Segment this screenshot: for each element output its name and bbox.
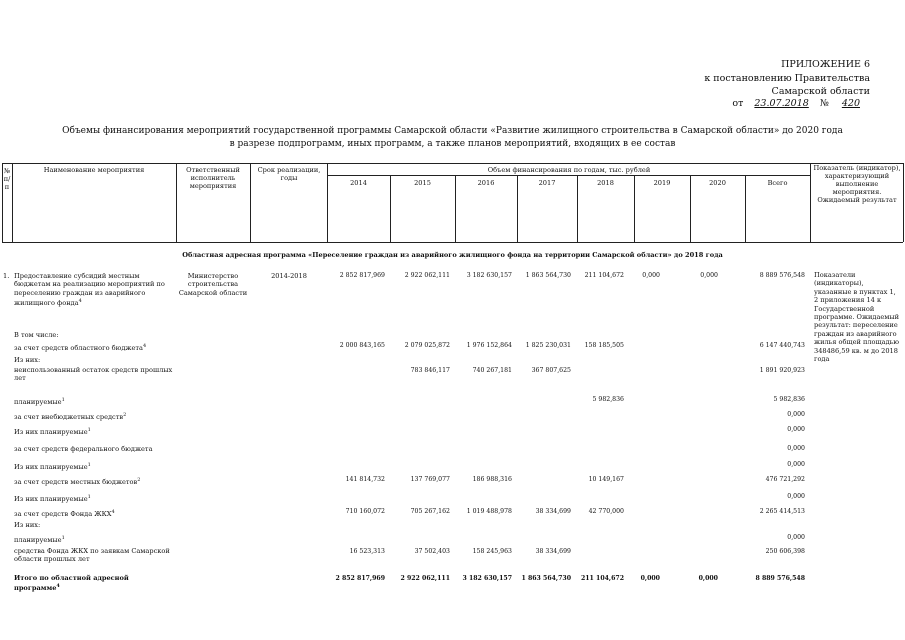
row-value-1: 783 846,117 (410, 367, 450, 374)
row-value-2: 186 988,316 (472, 476, 512, 483)
row-value-7: 5 982,836 (773, 396, 805, 403)
row-label (14, 356, 174, 364)
row-label (14, 493, 174, 504)
row-label (14, 396, 174, 407)
item-name (14, 272, 174, 308)
row-value-3: 1 825 230,031 (525, 342, 571, 349)
row-label (14, 426, 174, 437)
row-value-4: 5 982,836 (592, 396, 624, 403)
row-label (14, 445, 174, 453)
total-value-5: 0,000 (640, 575, 660, 582)
row-value-7: 8 889 576,548 (759, 272, 805, 279)
row-value-4: 42 770,000 (588, 508, 624, 515)
row-label-footnote: 1 (87, 494, 91, 500)
header-num: № п/п (3, 167, 11, 191)
total-value-4: 211 104,672 (580, 575, 624, 582)
row-value-0: 16 523,313 (349, 548, 385, 555)
year-2018: 2018 (597, 179, 614, 187)
row-label-text: за счет внебюджетных средств (14, 413, 124, 422)
total-label (14, 574, 174, 593)
appendix-date-line (732, 97, 870, 110)
row-value-0: 2 000 843,165 (339, 342, 385, 349)
row-label-text: Из них планируемые (14, 495, 88, 504)
appendix-title: ПРИЛОЖЕНИЕ 6 (781, 59, 870, 70)
row-label-footnote: 2 (137, 477, 141, 483)
row-label-text: за счет средств Фонда ЖКХ (14, 510, 112, 519)
row-value-1: 137 769,077 (410, 476, 450, 483)
row-value-0: 2 852 817,969 (339, 272, 385, 279)
row-label-text: за счет средств местных бюджетов (14, 478, 138, 487)
row-value-3: 38 334,699 (535, 508, 571, 515)
row-label-text: Из них планируемые (14, 428, 88, 437)
total-value-1: 2 922 062,111 (400, 575, 450, 582)
row-value-7: 0,000 (787, 426, 805, 433)
doc-title-line1: Объемы финансирования мероприятий государственной программы Самарской области «Развитие жилищного строительства в Самарской области» до 2020 года (62, 126, 843, 136)
header-term: Срок реализации, годы (257, 166, 321, 182)
item-indicator: Показатели (индикаторы), указанные в пунктах 1, 2 приложения 14 к Государственной программе. Ожидаемый результат: переселение граждан из аварийного жилья общей площадью 348486,59 кв. м до 2018 года (814, 271, 900, 364)
row-value-7: 0,000 (787, 493, 805, 500)
row-value-7: 1 891 920,923 (759, 367, 805, 374)
row-label-footnote: 1 (61, 397, 65, 403)
total-value-3: 1 863 564,730 (521, 575, 571, 582)
row-value-1: 705 267,162 (410, 508, 450, 515)
row-label (14, 331, 174, 339)
date-value: 23.07.2018 (754, 98, 809, 109)
total-footnote: 4 (56, 583, 60, 590)
row-value-5: 0,000 (642, 272, 660, 279)
row-value-6: 0,000 (700, 272, 718, 279)
row-label (14, 508, 174, 519)
row-label-text: Из них: (14, 521, 41, 529)
item-executor: Министерство строительства Самарской области (178, 272, 248, 297)
row-label (14, 366, 174, 383)
row-label-text: за счет средств федерального бюджета (14, 445, 153, 453)
year-total: Всего (767, 179, 788, 187)
row-label (14, 547, 174, 564)
section-heading: Областная адресная программа «Переселение граждан из аварийного жилищного фонда на территории Самарской области» до 2018 года (182, 251, 723, 259)
row-label-footnote: 1 (87, 462, 91, 468)
row-value-7: 0,000 (787, 445, 805, 452)
number-prefix: № (819, 98, 829, 109)
row-label-text: Из них: (14, 356, 41, 364)
item-term: 2014-2018 (271, 272, 307, 280)
header-financing: Объем финансирования по годам, тыс. рублей (487, 166, 651, 174)
total-value-0: 2 852 817,969 (335, 575, 385, 582)
doc-title-line2: в разрезе подпрограмм, иных программ, а также планов мероприятий, входящих в ее состав (229, 139, 676, 149)
year-2014: 2014 (350, 179, 367, 187)
row-value-7: 0,000 (787, 461, 805, 468)
year-2016: 2016 (477, 179, 495, 187)
row-value-3: 367 807,625 (531, 367, 571, 374)
row-label-text: неиспользованный остаток средств прошлых лет (14, 366, 173, 383)
row-value-2: 158 245,963 (472, 548, 512, 555)
row-label (14, 476, 174, 487)
item-number: 1. (3, 272, 10, 280)
row-value-4: 211 104,672 (584, 272, 624, 279)
total-label-text: Итого по областной адресной программе (14, 574, 129, 593)
row-value-2: 3 182 630,157 (466, 272, 512, 279)
header-indicator: Показатель (индикатор), характеризующий выполнение мероприятия. Ожидаемый результат (813, 164, 901, 204)
row-label-text: планируемые (14, 398, 62, 407)
row-value-7: 0,000 (787, 534, 805, 541)
row-value-2: 1 976 152,864 (466, 342, 512, 349)
row-value-2: 740 267,181 (472, 367, 512, 374)
year-2017: 2017 (538, 179, 556, 187)
row-value-7: 2 265 414,513 (759, 508, 805, 515)
row-label-text: Из них планируемые (14, 463, 88, 472)
total-value-2: 3 182 630,157 (462, 575, 512, 582)
appendix-region: Самарской области (771, 86, 870, 97)
row-label-footnote: 1 (87, 427, 91, 433)
total-value-7: 8 889 576,548 (755, 575, 805, 582)
row-label-text: планируемые (14, 536, 62, 545)
row-label (14, 411, 174, 422)
year-2015: 2015 (414, 179, 431, 187)
appendix-ref: к постановлению Правительства (704, 73, 870, 84)
row-value-1: 2 079 025,872 (404, 342, 450, 349)
row-value-2: 1 019 488,978 (466, 508, 512, 515)
number-value: 420 (841, 98, 860, 109)
year-2019: 2019 (653, 179, 671, 187)
row-label-text: за счет средств областного бюджета (14, 344, 143, 353)
row-label-footnote: 4 (142, 343, 147, 349)
row-label-text: средства Фонда ЖКХ по заявкам Самарской области прошлых лет (14, 547, 170, 564)
row-label (14, 342, 174, 353)
row-value-4: 158 185,505 (584, 342, 624, 349)
row-value-3: 38 334,699 (535, 548, 571, 555)
row-value-0: 710 160,072 (345, 508, 385, 515)
header-name: Наименование мероприятия (43, 166, 145, 174)
row-value-1: 37 502,403 (414, 548, 450, 555)
row-label (14, 534, 174, 545)
header-executor: Ответственный исполнитель мероприятия (186, 166, 240, 190)
row-value-0: 141 814,732 (345, 476, 385, 483)
row-label-footnote: 4 (111, 509, 115, 515)
year-2020: 2020 (709, 179, 726, 187)
row-value-7: 250 606,398 (765, 548, 805, 555)
item-name-text: Предоставление субсидий местным бюджетам на реализацию мероприятий по переселению граждан из аварийного жилищного фонда (14, 272, 165, 308)
row-value-3: 1 863 564,730 (525, 272, 571, 279)
date-prefix: от (732, 98, 744, 109)
row-value-4: 10 149,167 (588, 476, 624, 483)
row-label-text: В том числе: (14, 331, 59, 339)
item-name-footnote: 4 (78, 298, 82, 305)
row-value-1: 2 922 062,111 (404, 272, 450, 279)
row-value-7: 0,000 (787, 411, 805, 418)
row-value-7: 6 147 440,743 (759, 342, 805, 349)
row-value-7: 476 721,292 (765, 476, 805, 483)
total-value-6: 0,000 (698, 575, 718, 582)
row-label-footnote: 1 (61, 535, 65, 541)
row-label (14, 461, 174, 472)
row-label (14, 521, 174, 529)
row-label-footnote: 2 (123, 412, 127, 418)
